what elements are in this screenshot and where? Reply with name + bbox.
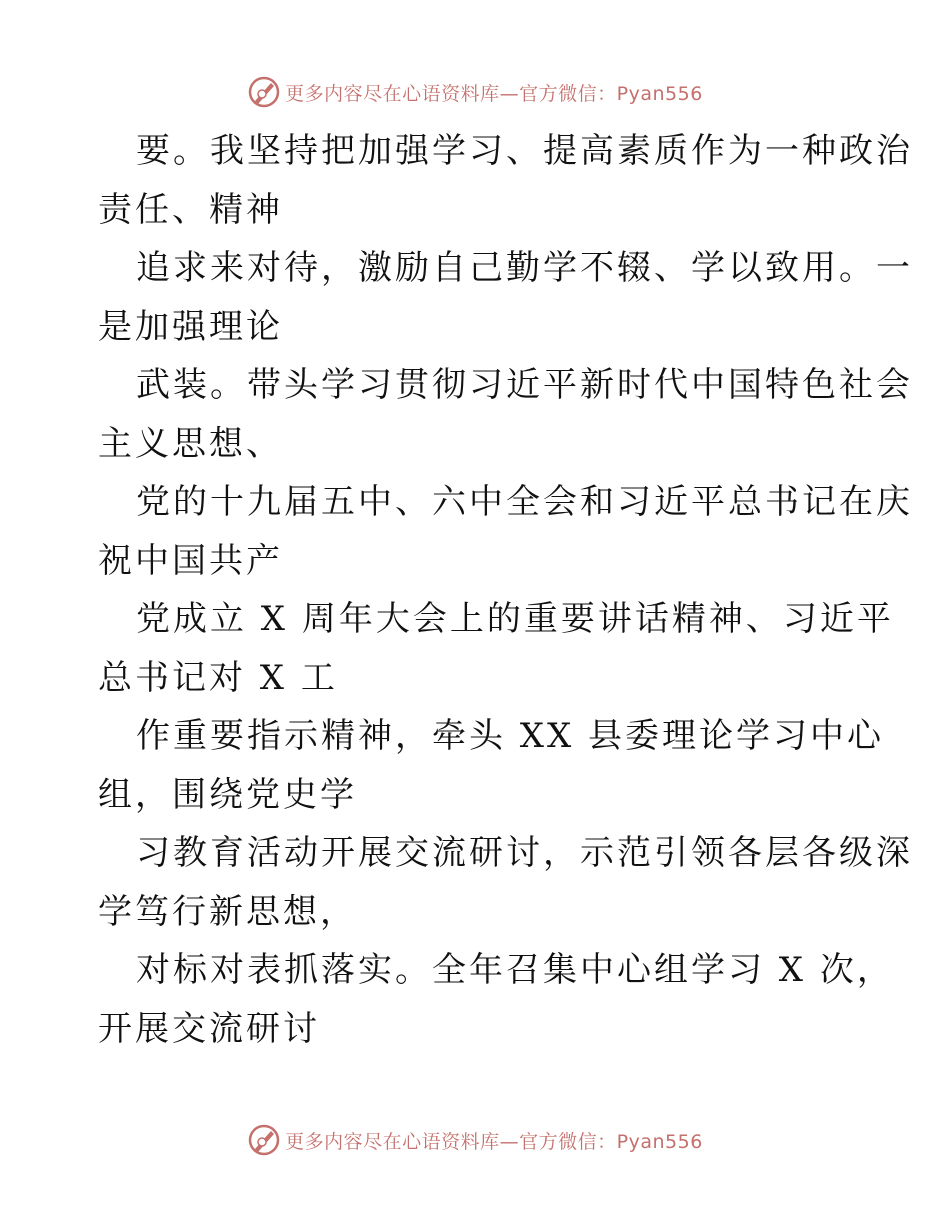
text-line: 对标对表抓落实。全年召集中心组学习 X 次， (136, 950, 894, 990)
watermark-text: 更多内容尽在心语资料库—官方微信：Pyan556 (285, 82, 703, 105)
brand-logo-icon (247, 75, 281, 109)
brand-logo-icon (247, 1123, 281, 1157)
text-line: 是加强理论 (98, 306, 283, 347)
text-line: 祝中国共产 (98, 540, 283, 581)
text-line: 党成立 X 周年大会上的重要讲话精神、习近平 (136, 599, 894, 639)
footer-watermark (0, 1120, 950, 1160)
text-line: 追求来对待，激励自己勤学不辍、学以致用。一 (136, 248, 913, 288)
document-body (98, 122, 913, 1058)
text-line: 作重要指示精神，牵头 XX 县委理论学习中心 (136, 716, 885, 756)
text-line: 党的十九届五中、六中全会和习近平总书记在庆 (136, 482, 913, 522)
text-line: 开展交流研讨 (98, 1008, 320, 1049)
text-line: 学笃行新思想， (98, 891, 357, 932)
header-watermark (0, 72, 950, 112)
text-line: 总书记对 X 工 (98, 657, 338, 698)
text-line: 组，围绕党史学 (98, 774, 357, 815)
watermark-text: 更多内容尽在心语资料库—官方微信：Pyan556 (285, 1130, 703, 1153)
text-line: 责任、精神 (98, 189, 283, 230)
text-line: 主义思想、 (98, 423, 283, 464)
text-line: 习教育活动开展交流研讨，示范引领各层各级深 (136, 833, 913, 873)
text-line: 武装。带头学习贯彻习近平新时代中国特色社会 (136, 365, 913, 405)
text-line: 要。我坚持把加强学习、提高素质作为一种政治 (136, 131, 913, 171)
